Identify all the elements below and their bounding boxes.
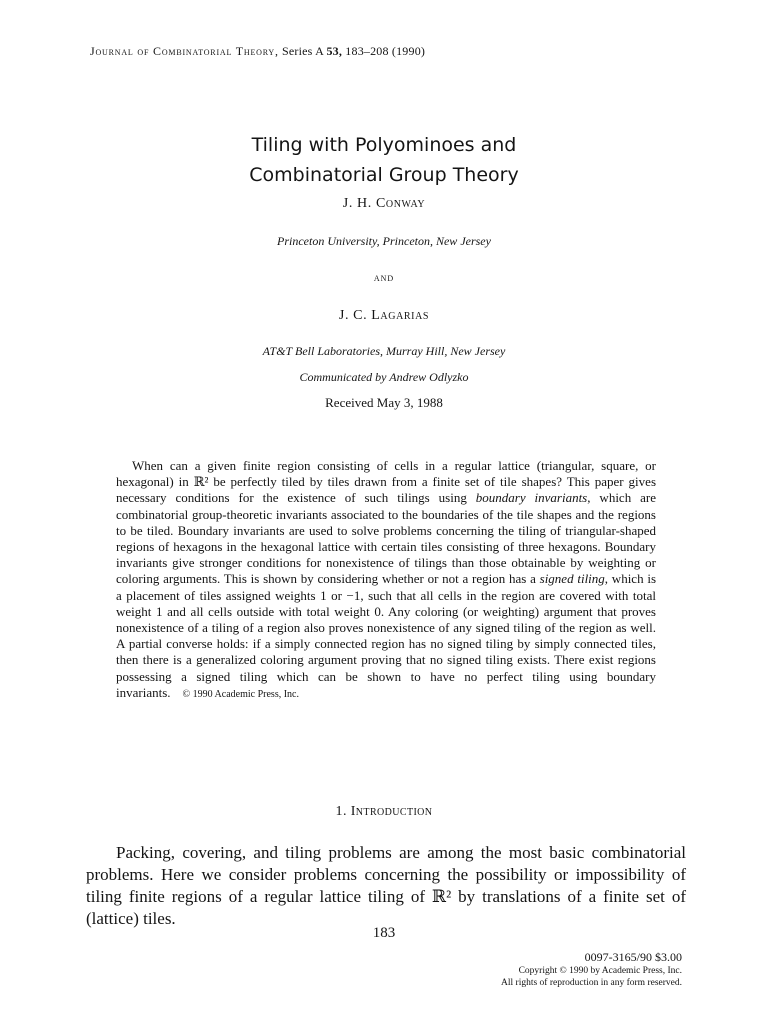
section-title: Introduction bbox=[350, 804, 433, 819]
communicated-by: Communicated by Andrew Odlyzko bbox=[299, 370, 469, 384]
title-line-1: Tiling with Polyominoes and bbox=[251, 134, 517, 156]
author-2-name: Lagarias bbox=[371, 308, 430, 323]
section-heading bbox=[0, 804, 768, 820]
author-2-initials: J. C. bbox=[338, 308, 372, 323]
abstract-copyright: © 1990 Academic Press, Inc. bbox=[182, 688, 299, 700]
author-2-affiliation: AT&T Bell Laboratories, Murray Hill, New Jersey bbox=[262, 344, 506, 358]
abstract-text-2: , which are combinatorial group-theoretic invariants associated to the boundaries of the tile shapes and the regions to be tiled. Boundary invariants are used to solve problems concerning the tiling of triangular-shaped regions of hexagons in the hexagonal lattice with certain tiles consisting of three hexagons. Boundary invariants give stronger conditions for nonexistence of tilings than those obtainable by weighting or coloring arguments. This is shown by considering whether or not a region has a bbox=[116, 490, 656, 587]
journal-header bbox=[90, 44, 425, 59]
abstract-paragraph bbox=[116, 458, 656, 703]
footer-copyright: Copyright © 1990 by Academic Press, Inc. bbox=[518, 966, 682, 976]
journal-volume: 53, bbox=[326, 44, 343, 58]
paper-title bbox=[0, 130, 768, 190]
author-1 bbox=[0, 196, 768, 212]
and-separator: and bbox=[373, 270, 395, 284]
abstract bbox=[116, 458, 656, 703]
author-1-initials: J. H. bbox=[342, 196, 376, 211]
title-line-2: Combinatorial Group Theory bbox=[249, 164, 519, 186]
abstract-text-1: When can a given finite region consisting of cells in a regular lattice (triangular, square, or hexagonal) in ℝ² be perfectly tiled by tiles drawn from a finite set of tile shapes? This paper gives necessary conditions for the existence of such tilings using bbox=[116, 458, 656, 506]
intro-paragraph: Packing, covering, and tiling problems are among the most basic combinatorial problems. Here we consider problems concerning the possibility or impossibility of tiling finite regions of a regular lattice tiling of ℝ² by translations of a finite set of (lattice) tiles. bbox=[86, 843, 686, 928]
journal-pages-year: 183–208 (1990) bbox=[342, 44, 426, 58]
abstract-emphasis-boundary-invariants: boundary invariants bbox=[475, 490, 588, 506]
page-number: 183 bbox=[372, 925, 396, 941]
introduction-text bbox=[86, 842, 686, 930]
abstract-text-3: , which is a placement of tiles assigned weights 1 or −1, such that all cells in the region are covered with total weight 1 and all cells outside with total weight 0. Any coloring (or weighting) argument that proves nonexistence of a tiling of a region also proves nonexistence of any signed tiling of the region as well. A partial converse holds: if a simply connected region has no signed tiling by simply connected tiles, then there is a generalized coloring argument proving that no signed tiling exists. There exist regions possessing a signed tiling which can be shown to have no perfect tiling using boundary invariants. bbox=[116, 571, 657, 700]
footer-issn: 0097-3165/90 $3.00 bbox=[584, 950, 682, 964]
journal-name: Journal of Combinatorial Theory, bbox=[90, 44, 279, 58]
section-number: 1. bbox=[335, 804, 351, 819]
journal-series: Series A bbox=[278, 44, 327, 58]
footer-rights: All rights of reproduction in any form reserved. bbox=[501, 978, 682, 988]
received-date: Received May 3, 1988 bbox=[325, 395, 443, 410]
author-1-affiliation: Princeton University, Princeton, New Jersey bbox=[277, 234, 491, 248]
author-2 bbox=[0, 308, 768, 324]
abstract-emphasis-signed-tiling: signed tiling bbox=[539, 571, 605, 587]
author-1-name: Conway bbox=[375, 196, 426, 211]
